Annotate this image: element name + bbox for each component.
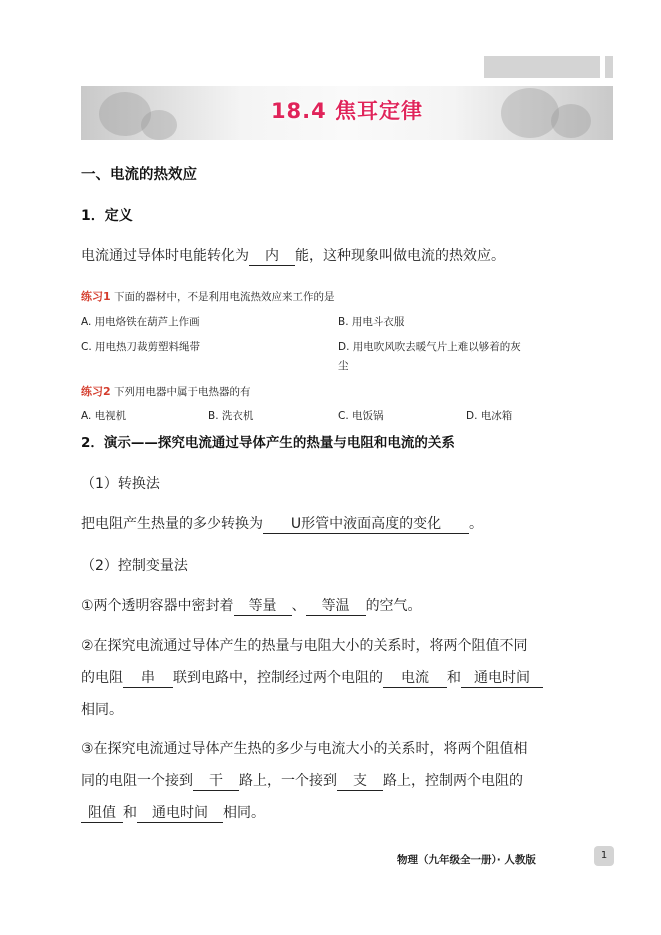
exercise1-option-a: A. 用电烙铁在葫芦上作画	[81, 316, 200, 328]
exercise1-label: 练习1	[81, 290, 111, 303]
exercise2-option-b: B. 洗衣机	[208, 410, 254, 422]
page-title: 18.4 焦耳定律	[270, 99, 424, 123]
blank-answer: 电流	[383, 667, 447, 688]
blank-answer: 通电时间	[137, 802, 223, 823]
exercise2-label: 练习2	[81, 385, 111, 398]
subsection-control-variables: （2）控制变量法	[81, 558, 188, 574]
exercise2-option-c: C. 电饭锅	[338, 410, 384, 422]
header-decor-tab	[605, 56, 613, 78]
point2-line3: 相同。	[81, 702, 123, 718]
exercise1-option-b: B. 用电斗衣服	[338, 316, 405, 328]
exercise1-option-c: C. 用电热刀裁剪塑料绳带	[81, 341, 201, 353]
section1-heading: 一、电流的热效应	[81, 167, 197, 183]
exercise2-option-d: D. 电冰箱	[466, 410, 513, 422]
header-decor-bar	[484, 56, 600, 78]
point1-text: ①两个透明容器中密封着 等量 、 等温 的空气。	[81, 595, 422, 616]
footer-book-title: 物理（九年级全一册）· 人教版	[397, 854, 536, 866]
exercise1-option-d-cont: 尘	[338, 360, 349, 372]
point3-line1: ③在探究电流通过导体产生热的多少与电流大小的关系时，将两个阻值相	[81, 741, 528, 757]
exercise1-question: 练习1 下面的器材中，不是利用电流热效应来工作的是	[81, 290, 335, 303]
exercise2-question: 练习2 下列用电器中属于电热器的有	[81, 385, 251, 398]
blank-answer: U形管中液面高度的变化	[263, 513, 469, 534]
conversion-text: 把电阻产生热量的多少转换为 U形管中液面高度的变化 。	[81, 513, 483, 534]
point3-line2: 同的电阻一个接到 干 路上，一个接到 支 路上，控制两个电阻的	[81, 770, 523, 791]
definition-text: 电流通过导体时电能转化为 内 能，这种现象叫做电流的热效应。	[81, 245, 505, 266]
blank-answer: 内	[249, 245, 295, 266]
blank-answer: 串	[123, 667, 173, 688]
section2-heading: 2．演示——探究电流通过导体产生的热量与电阻和电流的关系	[81, 435, 455, 451]
exercise1-option-d: D. 用电吹风吹去暖气片上难以够着的灰	[338, 341, 521, 353]
definition-heading: 1．定义	[81, 208, 133, 224]
blank-answer: 通电时间	[461, 667, 543, 688]
blank-answer: 阻值	[81, 802, 123, 823]
point2-line1: ②在探究电流通过导体产生的热量与电阻大小的关系时，将两个阻值不同	[81, 638, 528, 654]
point2-line2: 的电阻 串 联到电路中，控制经过两个电阻的 电流 和 通电时间	[81, 667, 543, 688]
point3-line3: 阻值 和 通电时间 相同。	[81, 802, 265, 823]
blank-answer: 干	[193, 770, 239, 791]
page-number: 1	[594, 846, 614, 866]
subsection-conversion: （1）转换法	[81, 476, 160, 492]
title-banner	[81, 86, 613, 140]
blank-answer: 支	[337, 770, 383, 791]
exercise2-option-a: A. 电视机	[81, 410, 127, 422]
blank-answer: 等温	[306, 595, 366, 616]
blank-answer: 等量	[234, 595, 292, 616]
